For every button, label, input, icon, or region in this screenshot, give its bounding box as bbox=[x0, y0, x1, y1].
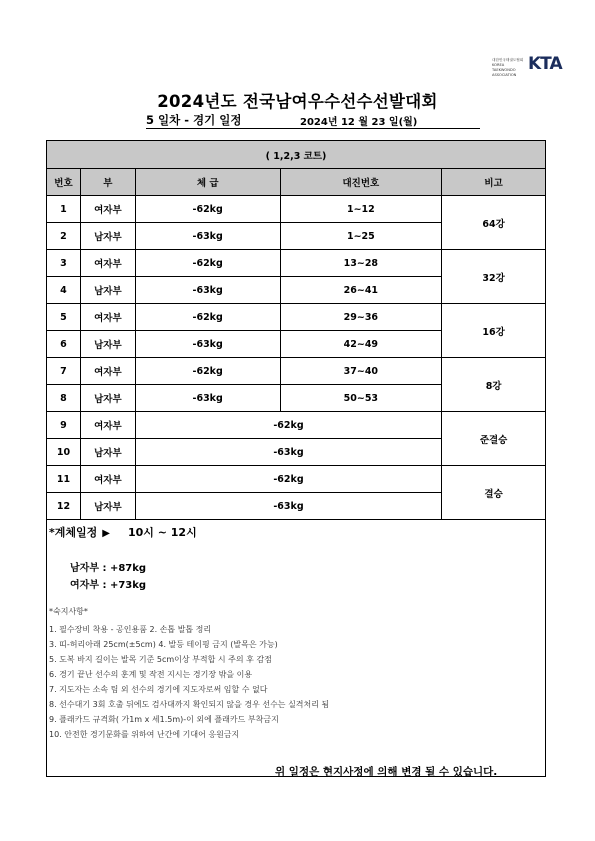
table-row bbox=[47, 304, 546, 331]
row-division: 남자부 bbox=[80, 277, 135, 304]
row-weight: -62kg bbox=[135, 466, 441, 493]
weigh-in-label: *계체일정 bbox=[49, 526, 98, 539]
page-title: 2024년도 전국남여우수선수선발대회 bbox=[157, 92, 438, 111]
court-row bbox=[47, 141, 546, 169]
header-bracket: 대진번호 bbox=[280, 169, 442, 196]
court-label: ( 1,2,3 코트) bbox=[47, 141, 546, 169]
row-bracket: 1~25 bbox=[280, 223, 442, 250]
row-bracket: 29~36 bbox=[280, 304, 442, 331]
notice-rule: 3. 띠-허리아래 25cm(±5cm) 4. 발등 테이핑 금지 (발목은 가능) bbox=[49, 640, 278, 649]
table-row bbox=[47, 466, 546, 493]
row-bracket: 42~49 bbox=[280, 331, 442, 358]
row-note: 64강 bbox=[442, 196, 546, 250]
row-note: 결승 bbox=[442, 466, 546, 520]
notice-rule: 10. 안전한 경기문화를 위하여 난간에 기대어 응원금지 bbox=[49, 730, 240, 739]
row-note: 준결승 bbox=[442, 412, 546, 466]
row-bracket: 37~40 bbox=[280, 358, 442, 385]
notice-rule: 6. 경기 끝난 선수의 훈계 및 작전 지시는 경기장 밖을 이용 bbox=[49, 670, 253, 679]
date-label: 2024년 12 월 23 일(월) bbox=[300, 117, 418, 128]
table-row bbox=[47, 358, 546, 385]
row-division: 여자부 bbox=[80, 304, 135, 331]
logo-org-text: 대한민국태권도협회 KOREA TAEKWONDO ASSOCIATION bbox=[492, 58, 524, 77]
logo-mark: KTA bbox=[528, 54, 562, 74]
row-note: 32강 bbox=[442, 250, 546, 304]
day-label: 5 일차 - 경기 일정 bbox=[146, 113, 242, 127]
schedule-table bbox=[46, 140, 546, 520]
row-no: 6 bbox=[47, 331, 81, 358]
change-notice: 위 일정은 현지사정에 의해 변경 될 수 있습니다. bbox=[275, 766, 498, 778]
row-no: 4 bbox=[47, 277, 81, 304]
row-weight: -63kg bbox=[135, 439, 441, 466]
row-division: 여자부 bbox=[80, 466, 135, 493]
row-division: 남자부 bbox=[80, 493, 135, 520]
row-division: 여자부 bbox=[80, 358, 135, 385]
row-no: 9 bbox=[47, 412, 81, 439]
header-no: 번호 bbox=[47, 169, 81, 196]
row-division: 여자부 bbox=[80, 250, 135, 277]
row-no: 3 bbox=[47, 250, 81, 277]
notice-rule: 1. 필수장비 착용 - 공인용품 2. 손톱 발톱 정리 bbox=[49, 625, 212, 634]
row-note: 16강 bbox=[442, 304, 546, 358]
row-no: 1 bbox=[47, 196, 81, 223]
row-division: 여자부 bbox=[80, 196, 135, 223]
row-no: 10 bbox=[47, 439, 81, 466]
row-division: 남자부 bbox=[80, 439, 135, 466]
table-row bbox=[47, 250, 546, 277]
row-no: 12 bbox=[47, 493, 81, 520]
row-division: 남자부 bbox=[80, 223, 135, 250]
weigh-in-schedule bbox=[49, 524, 197, 540]
schedule-subtitle bbox=[146, 112, 480, 129]
row-no: 5 bbox=[47, 304, 81, 331]
row-weight: -62kg bbox=[135, 358, 280, 385]
weigh-in-time: 10시 ~ 12시 bbox=[127, 526, 197, 539]
row-weight: -62kg bbox=[135, 304, 280, 331]
men-allowance: 남자부 : +87kg bbox=[70, 563, 147, 574]
women-allowance: 여자부 : +73kg bbox=[70, 580, 147, 591]
notice-rule: 9. 플래카드 규격화( 가1m x 세1.5m)-이 외에 플래카드 부착금지 bbox=[49, 715, 279, 724]
row-bracket: 50~53 bbox=[280, 385, 442, 412]
row-bracket: 13~28 bbox=[280, 250, 442, 277]
row-no: 7 bbox=[47, 358, 81, 385]
row-bracket: 1~12 bbox=[280, 196, 442, 223]
row-note: 8강 bbox=[442, 358, 546, 412]
row-weight: -63kg bbox=[135, 277, 280, 304]
play-arrow-icon: ▶ bbox=[102, 528, 110, 539]
header-weight: 체 급 bbox=[135, 169, 280, 196]
row-division: 여자부 bbox=[80, 412, 135, 439]
row-bracket: 26~41 bbox=[280, 277, 442, 304]
row-no: 8 bbox=[47, 385, 81, 412]
row-no: 2 bbox=[47, 223, 81, 250]
row-weight: -62kg bbox=[135, 196, 280, 223]
row-weight: -62kg bbox=[135, 250, 280, 277]
row-weight: -63kg bbox=[135, 223, 280, 250]
notice-heading: *숙지사항* bbox=[49, 607, 88, 616]
row-division: 남자부 bbox=[80, 385, 135, 412]
kta-logo bbox=[492, 54, 572, 76]
notice-rule: 5. 도복 바지 길이는 발목 기준 5cm이상 부적합 시 주의 후 감점 bbox=[49, 655, 272, 664]
header-division: 부 bbox=[80, 169, 135, 196]
row-division: 남자부 bbox=[80, 331, 135, 358]
header-note: 비고 bbox=[442, 169, 546, 196]
table-row bbox=[47, 412, 546, 439]
row-weight: -63kg bbox=[135, 385, 280, 412]
table-row bbox=[47, 196, 546, 223]
row-weight: -63kg bbox=[135, 493, 441, 520]
row-weight: -62kg bbox=[135, 412, 441, 439]
row-no: 11 bbox=[47, 466, 81, 493]
row-weight: -63kg bbox=[135, 331, 280, 358]
notice-rule: 7. 지도자는 소속 팀 외 선수의 경기에 지도자로써 임할 수 없다 bbox=[49, 685, 268, 694]
notice-rule: 8. 선수대기 3회 호출 뒤에도 검사대까지 확인되지 않을 경우 선수는 실격처리 됨 bbox=[49, 700, 330, 709]
header-row bbox=[47, 169, 546, 196]
